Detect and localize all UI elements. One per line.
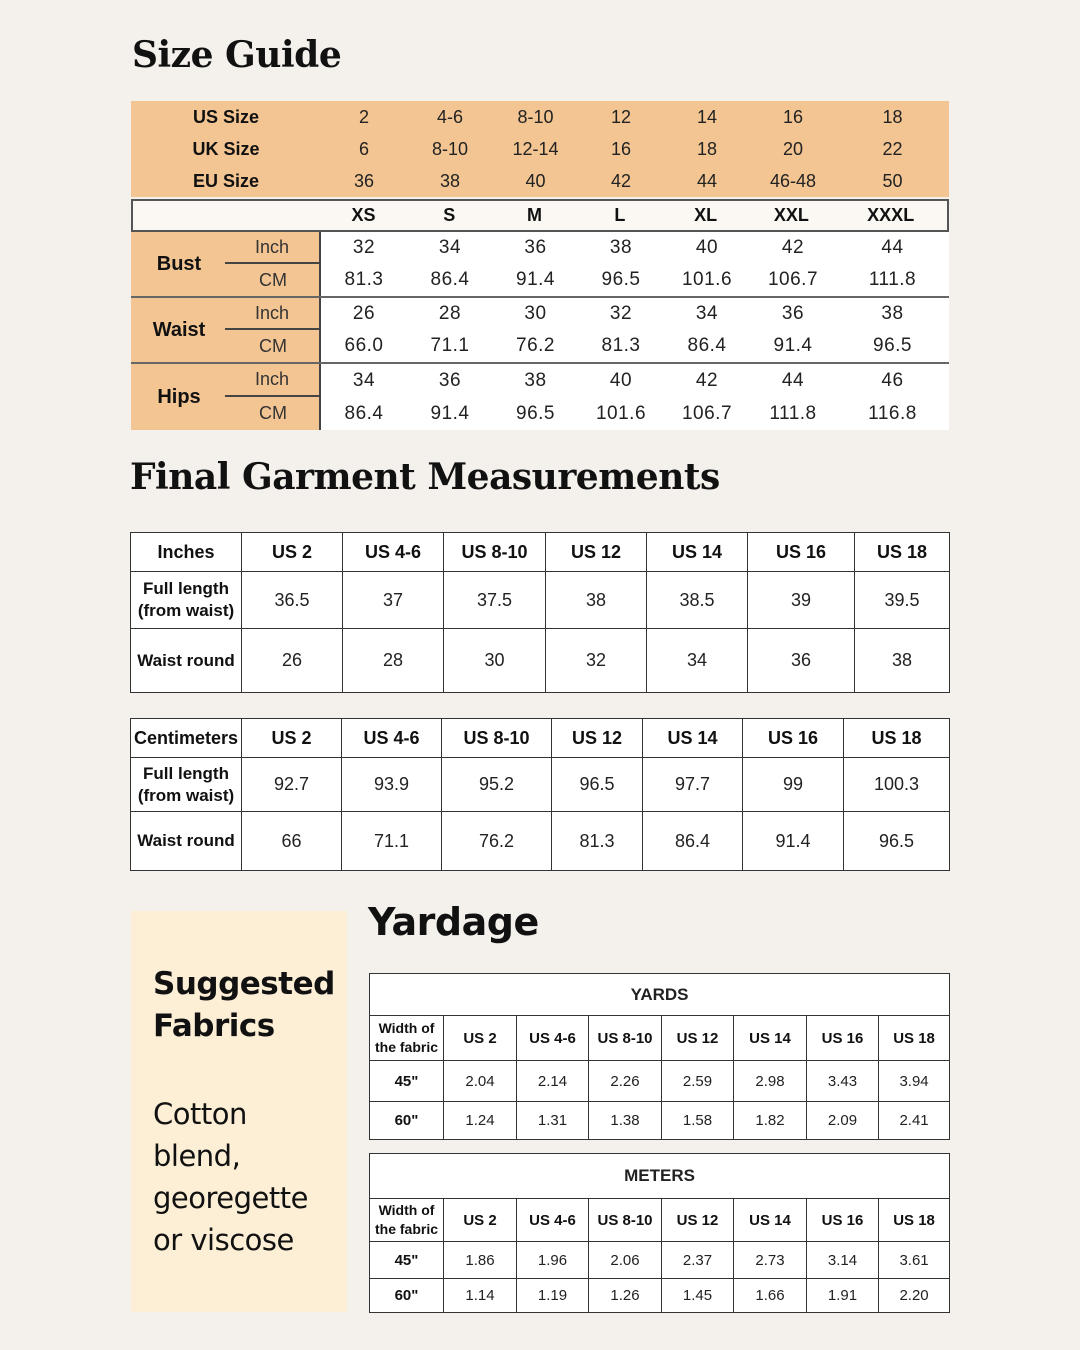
cell: 93.9	[342, 758, 442, 812]
cell: 36	[353, 170, 375, 191]
cell: 30	[524, 303, 547, 324]
cell: 36	[748, 629, 855, 693]
header-cell: XS	[351, 205, 376, 225]
cell: 1.45	[662, 1279, 734, 1313]
cell: 12	[610, 106, 632, 127]
cell: 111.8	[769, 402, 817, 424]
row-label	[131, 812, 242, 871]
row-label: UK Size	[192, 138, 260, 159]
header-cell: M	[527, 205, 543, 225]
header-row	[370, 1199, 950, 1242]
cell: 16	[782, 106, 804, 127]
cell: 34	[352, 369, 376, 391]
cell: 3.14	[807, 1242, 879, 1279]
cell: 32	[352, 237, 376, 258]
measurement-group	[131, 298, 949, 364]
cell: 96.5	[873, 335, 912, 356]
header-cell: US 14	[647, 533, 748, 572]
cell: 42	[610, 170, 632, 191]
size-guide-title: Size Guide	[132, 34, 342, 76]
value-row	[321, 232, 949, 264]
header-cell: XXXL	[867, 205, 915, 225]
meters-table	[369, 1153, 950, 1313]
cell: 2.04	[444, 1061, 517, 1102]
row-label-line: Full length	[143, 579, 229, 598]
header-cell: US 12	[546, 533, 647, 572]
cell: 28	[343, 629, 444, 693]
corner-cell: Inches	[131, 533, 242, 572]
cell: 66	[242, 812, 342, 871]
caption-row	[370, 1154, 950, 1199]
header-cell: US 2	[242, 719, 342, 758]
cell: 12-14	[512, 138, 559, 159]
inches-table	[130, 532, 950, 693]
size-conversion-block	[131, 101, 949, 197]
cell: 106.7	[681, 402, 733, 424]
cell: 18	[696, 138, 718, 159]
cell: 76.2	[516, 335, 555, 356]
row-label: 60"	[370, 1102, 444, 1140]
cell: 71.1	[342, 812, 442, 871]
cell: 97.7	[643, 758, 743, 812]
cell: 2.26	[589, 1061, 662, 1102]
value-block	[321, 364, 949, 430]
cell: 32	[546, 629, 647, 693]
header-cell: US 4-6	[517, 1199, 589, 1242]
value-row	[321, 298, 949, 330]
size-guide-table	[131, 101, 949, 430]
cell: 36.5	[242, 572, 343, 629]
cell: 1.96	[517, 1242, 589, 1279]
header-row	[131, 719, 950, 758]
cell: 37	[343, 572, 444, 629]
unit-labels	[227, 232, 321, 296]
header-cell: US 16	[748, 533, 855, 572]
cell: 95.2	[442, 758, 552, 812]
header-cell: US 12	[662, 1199, 734, 1242]
table-row	[370, 1061, 950, 1102]
cell: 1.14	[444, 1279, 517, 1313]
suggested-fabrics-panel	[131, 911, 347, 1312]
corner-cell	[370, 1016, 444, 1061]
cell: 38	[546, 572, 647, 629]
eu-size-row	[131, 165, 949, 197]
table-row	[370, 1102, 950, 1140]
row-label: 45"	[370, 1242, 444, 1279]
cell: 34	[438, 237, 462, 258]
cell: 3.43	[807, 1061, 879, 1102]
cell: 8-10	[431, 138, 469, 159]
centimeters-table	[130, 718, 950, 871]
cell: 2.59	[662, 1061, 734, 1102]
row-label	[131, 758, 242, 812]
cell: 38	[855, 629, 950, 693]
cell: 26	[352, 303, 376, 324]
table-row	[131, 758, 950, 812]
header-cell: US 16	[743, 719, 844, 758]
cell: 99	[743, 758, 844, 812]
cell: 2.37	[662, 1242, 734, 1279]
cell: 2	[358, 106, 369, 127]
header-cell: US 2	[242, 533, 343, 572]
header-cell: US 16	[807, 1016, 879, 1061]
value-row	[321, 264, 949, 296]
cell: 40	[525, 170, 546, 191]
unit-labels	[227, 364, 321, 430]
cell: 86.4	[643, 812, 743, 871]
cell: 116.8	[868, 402, 917, 424]
corner-cell	[370, 1199, 444, 1242]
cell: 81.3	[552, 812, 643, 871]
cell: 101.6	[681, 269, 733, 290]
header-cell: US 18	[879, 1199, 950, 1242]
cell: 26	[242, 629, 343, 693]
cell: 38	[881, 303, 904, 324]
cell: 46	[881, 369, 904, 391]
cell: 1.31	[517, 1102, 589, 1140]
cell: 36	[781, 303, 805, 324]
cell: 34	[695, 303, 719, 324]
header-cell: US 4-6	[517, 1016, 589, 1061]
corner-line: the fabric	[374, 1039, 438, 1055]
fabrics-title	[153, 963, 347, 1047]
cell: 37.5	[444, 572, 546, 629]
value-row	[321, 397, 949, 430]
unit-labels	[227, 298, 321, 362]
cell: 76.2	[442, 812, 552, 871]
final-garment-title: Final Garment Measurements	[130, 456, 720, 498]
cell: 71.1	[430, 335, 470, 356]
cell: 96.5	[552, 758, 643, 812]
fabrics-title-line: Suggested	[153, 966, 335, 1002]
cell: 1.82	[734, 1102, 807, 1140]
cell: 38	[439, 170, 461, 191]
table-row	[131, 629, 950, 693]
uk-size-row	[131, 133, 949, 165]
letter-size-header	[131, 199, 949, 232]
header-cell: US 8-10	[442, 719, 552, 758]
header-cell: US 12	[662, 1016, 734, 1061]
cell: 39	[748, 572, 855, 629]
header-cell: US 14	[734, 1016, 807, 1061]
cell: 101.6	[595, 402, 647, 424]
header-row	[370, 1016, 950, 1061]
value-row	[321, 330, 949, 362]
header-cell: US 8-10	[589, 1016, 662, 1061]
header-cell: L	[614, 205, 626, 225]
fabrics-title-line: Fabrics	[153, 1008, 275, 1044]
table-row	[370, 1279, 950, 1313]
group-name: Hips	[131, 364, 227, 430]
fabrics-line: blend,	[153, 1139, 241, 1173]
body-measurements	[131, 232, 949, 430]
cell: 1.24	[444, 1102, 517, 1140]
cell: 91.4	[743, 812, 844, 871]
cell: 3.61	[879, 1242, 950, 1279]
header-cell: XXL	[773, 205, 809, 225]
header-cell: US 16	[807, 1199, 879, 1242]
unit-label: CM	[259, 403, 287, 423]
cell: 8-10	[517, 106, 554, 127]
unit-label: CM	[259, 269, 287, 290]
cell: 1.26	[589, 1279, 662, 1313]
caption-row	[370, 974, 950, 1016]
cell: 81.3	[601, 335, 641, 356]
header-cell: S	[443, 205, 456, 225]
cell: 92.7	[242, 758, 342, 812]
cell: 3.94	[879, 1061, 950, 1102]
row-label-line: Waist round	[137, 831, 235, 850]
cell: 91.4	[516, 269, 555, 290]
cell: 40	[695, 237, 719, 258]
cell: 111.8	[868, 269, 917, 290]
header-cell: US 4-6	[343, 533, 444, 572]
cell: 96.5	[601, 269, 641, 290]
group-name: Waist	[131, 298, 227, 362]
measurement-group	[131, 232, 949, 298]
corner-line: Width of	[378, 1020, 435, 1036]
cell: 36	[438, 369, 462, 391]
cell: 91.4	[430, 402, 470, 424]
unit-label: Inch	[225, 364, 319, 397]
cell: 38.5	[647, 572, 748, 629]
header-cell: US 18	[844, 719, 950, 758]
header-cell: US 14	[734, 1199, 807, 1242]
cell: 2.06	[589, 1242, 662, 1279]
row-label-line: (from waist)	[137, 785, 235, 805]
yardage-title: Yardage	[368, 900, 539, 944]
cell: 22	[882, 138, 903, 159]
measurement-group	[131, 364, 949, 430]
header-cell: US 8-10	[589, 1199, 662, 1242]
header-row	[131, 533, 950, 572]
cell: 44	[696, 170, 718, 191]
row-label: EU Size	[192, 170, 260, 191]
cell: 2.98	[734, 1061, 807, 1102]
unit-label: Inch	[225, 232, 319, 264]
row-label-line: (from waist)	[137, 601, 235, 620]
cell: 16	[610, 138, 632, 159]
yards-table	[369, 973, 950, 1140]
cell: 36	[524, 237, 547, 258]
cell: 44	[781, 369, 805, 391]
cell: 28	[438, 303, 462, 324]
header-cell: US 2	[444, 1199, 517, 1242]
cell: 2.09	[807, 1102, 879, 1140]
cell: 44	[881, 237, 904, 258]
cell: 14	[696, 106, 718, 127]
header-cell: US 8-10	[444, 533, 546, 572]
header-cell: US 2	[444, 1016, 517, 1061]
row-label-line: Full length	[143, 763, 229, 783]
cell: 1.86	[444, 1242, 517, 1279]
row-label	[131, 572, 242, 629]
cell: 4-6	[436, 106, 463, 127]
cell: 2.41	[879, 1102, 950, 1140]
cell: 42	[695, 369, 719, 391]
cell: 42	[781, 237, 805, 258]
table-row	[131, 812, 950, 871]
row-label	[131, 629, 242, 693]
cell: 39.5	[855, 572, 950, 629]
cell: 1.38	[589, 1102, 662, 1140]
cell: 18	[882, 106, 903, 127]
fabrics-line: georegette	[153, 1181, 308, 1215]
cell: 1.66	[734, 1279, 807, 1313]
header-cell: XL	[694, 205, 718, 225]
cell: 1.91	[807, 1279, 879, 1313]
corner-line: Width of	[378, 1202, 435, 1218]
cell: 30	[444, 629, 546, 693]
cell: 6	[358, 138, 369, 159]
value-row	[321, 364, 949, 397]
table-caption: YARDS	[370, 974, 950, 1016]
cell: 2.20	[879, 1279, 950, 1313]
cell: 2.73	[734, 1242, 807, 1279]
header-cell: US 18	[855, 533, 950, 572]
cell: 86.4	[687, 335, 727, 356]
cell: 38	[524, 369, 547, 391]
row-label-line: Waist round	[137, 650, 235, 670]
header-cell: US 14	[643, 719, 743, 758]
value-block	[321, 232, 949, 296]
cell: 40	[609, 369, 633, 391]
cell: 38	[609, 237, 633, 258]
cell: 96.5	[844, 812, 950, 871]
fabrics-line: Cotton	[153, 1097, 247, 1131]
cell: 50	[882, 170, 903, 191]
table-row	[370, 1242, 950, 1279]
cell: 100.3	[844, 758, 950, 812]
cell: 20	[782, 138, 804, 159]
cell: 106.7	[767, 269, 819, 290]
fabrics-list	[153, 1093, 347, 1261]
unit-label: CM	[259, 335, 287, 356]
header-cell: US 18	[879, 1016, 950, 1061]
value-block	[321, 298, 949, 362]
row-label: US Size	[192, 106, 260, 127]
cell: 46-48	[769, 170, 817, 191]
fabrics-line: or viscose	[153, 1223, 294, 1257]
table-caption: METERS	[370, 1154, 950, 1199]
group-name: Bust	[131, 232, 227, 296]
cell: 1.19	[517, 1279, 589, 1313]
cell: 86.4	[344, 402, 384, 424]
unit-label: Inch	[225, 298, 319, 330]
cell: 96.5	[516, 402, 555, 424]
header-cell: US 12	[552, 719, 643, 758]
corner-line: the fabric	[374, 1221, 438, 1237]
cell: 32	[609, 303, 633, 324]
cell: 81.3	[344, 269, 384, 290]
cell: 66.0	[344, 335, 384, 356]
us-size-row	[131, 101, 949, 133]
header-cell: US 4-6	[342, 719, 442, 758]
cell: 2.14	[517, 1061, 589, 1102]
table-row	[131, 572, 950, 629]
cell: 86.4	[430, 269, 470, 290]
row-label: 60"	[370, 1279, 444, 1313]
row-label: 45"	[370, 1061, 444, 1102]
corner-cell: Centimeters	[131, 719, 242, 758]
cell: 91.4	[773, 335, 813, 356]
cell: 34	[647, 629, 748, 693]
cell: 1.58	[662, 1102, 734, 1140]
